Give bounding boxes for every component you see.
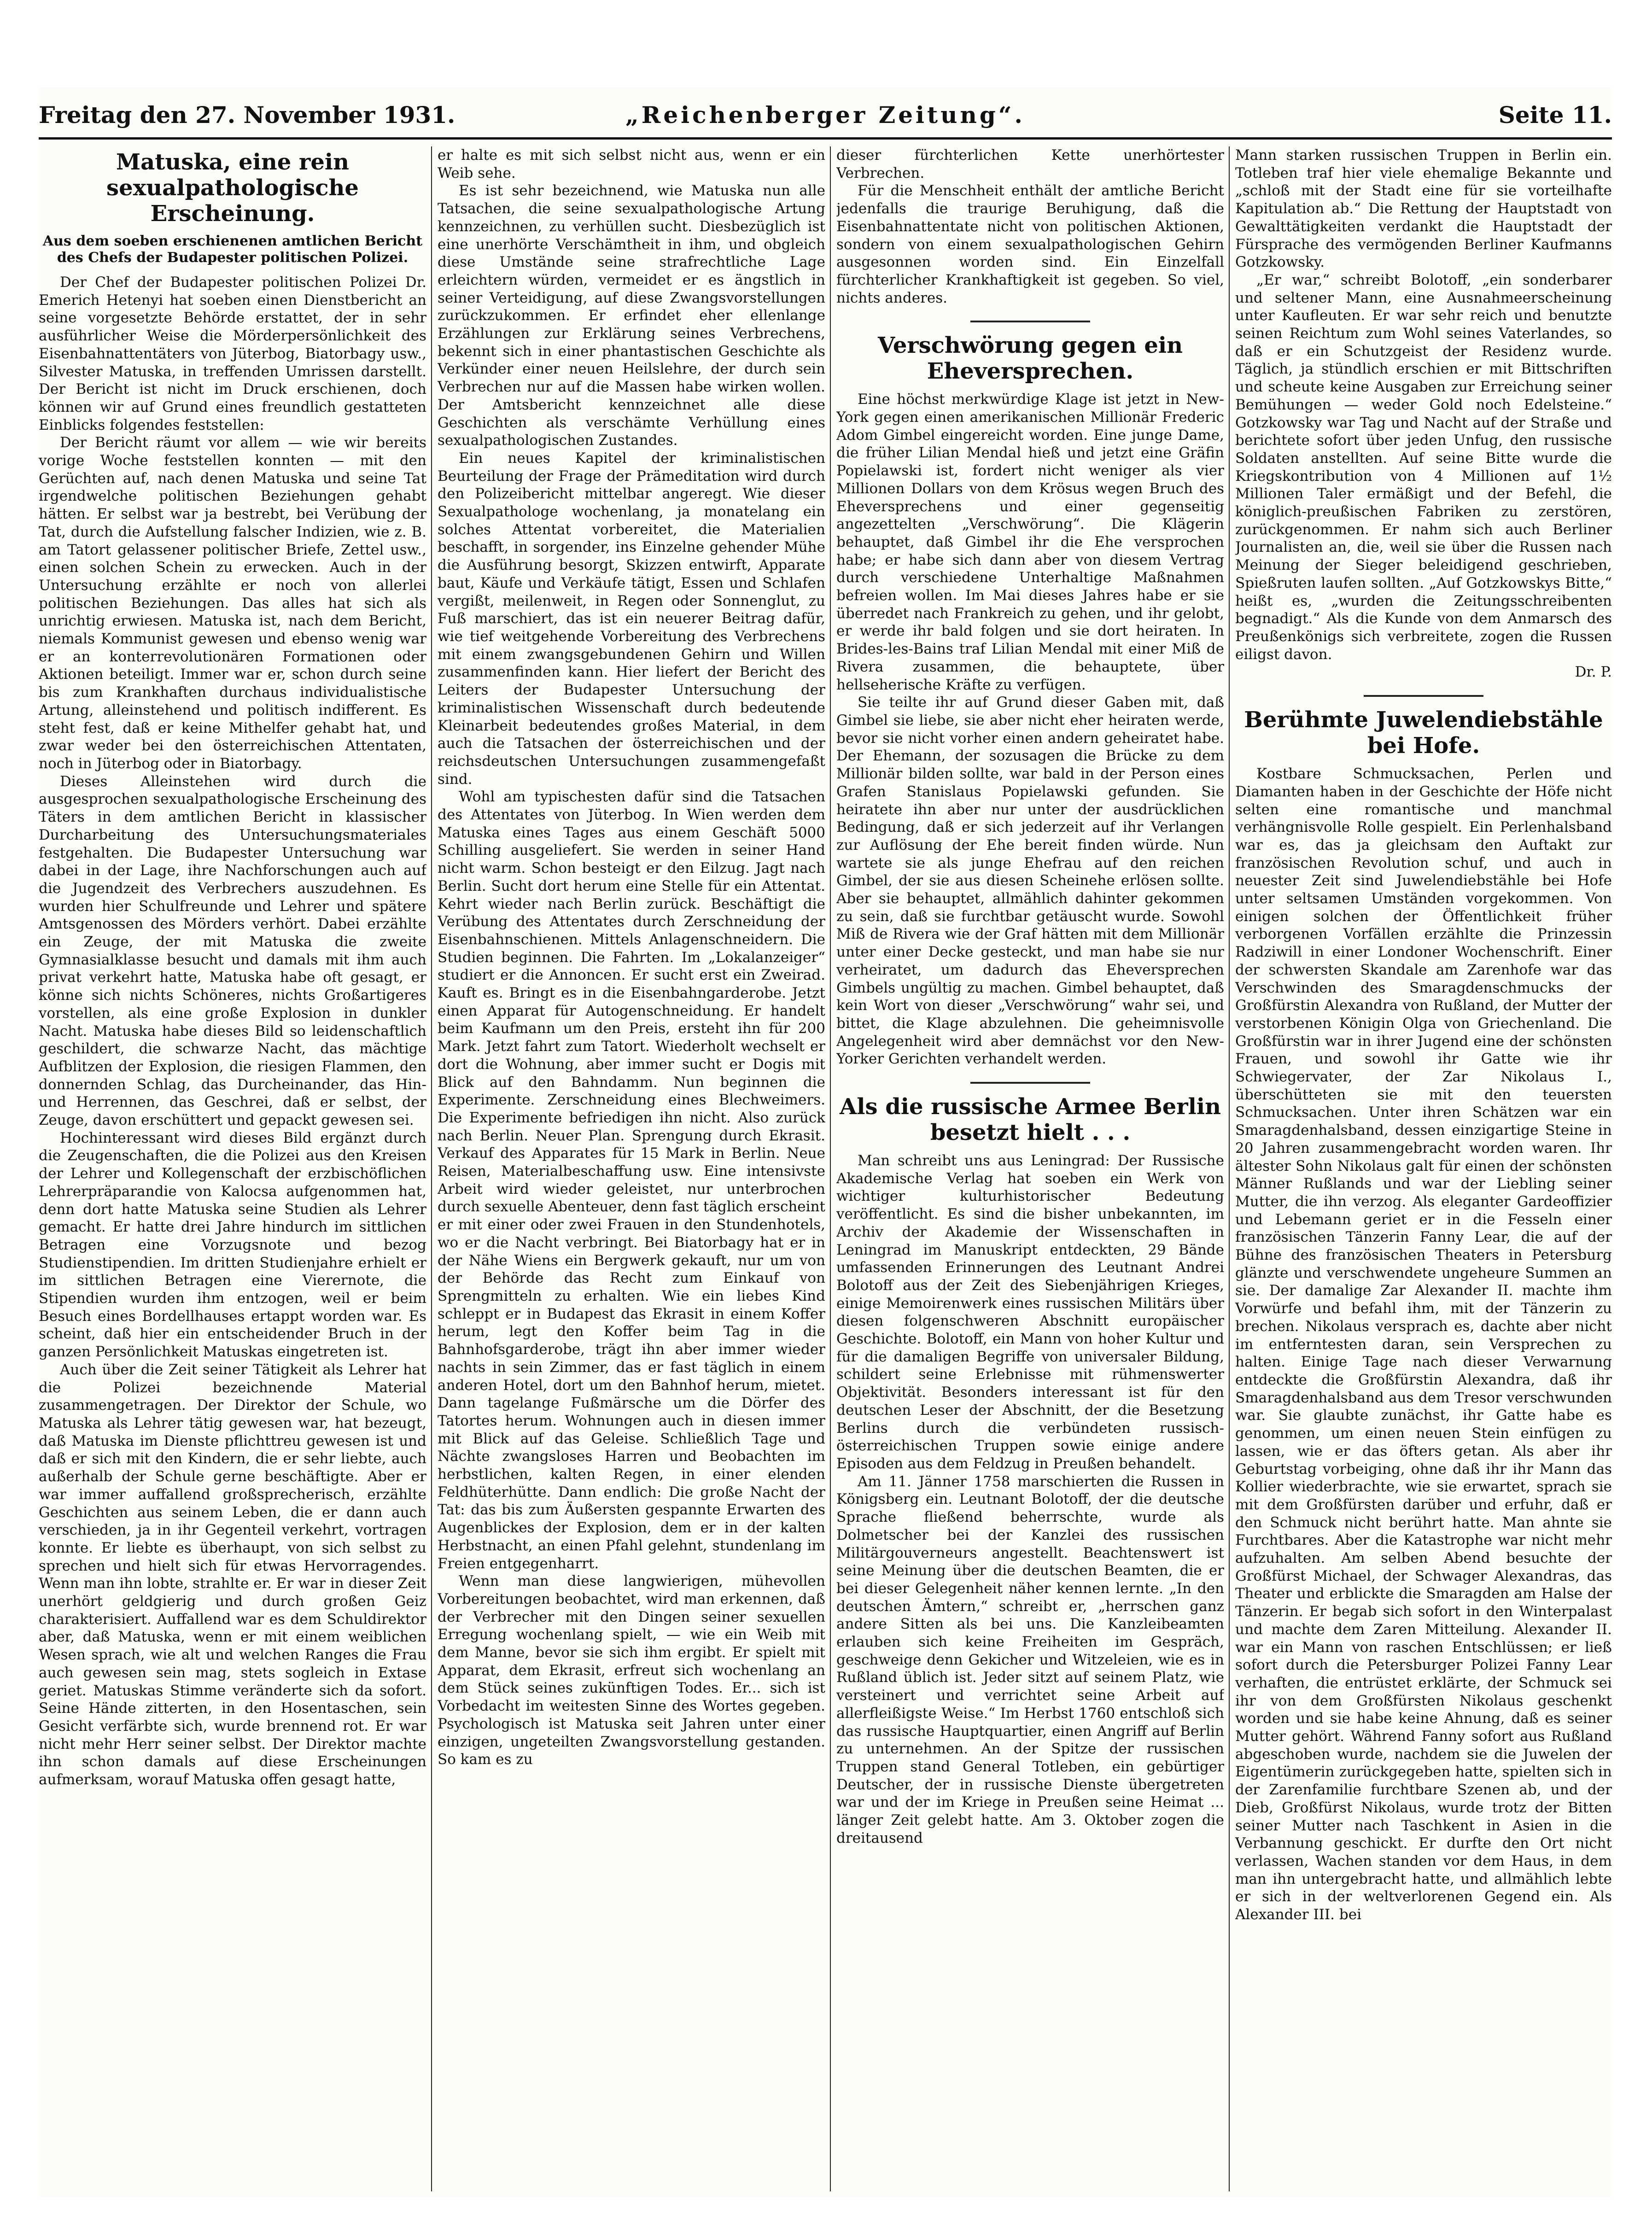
paragraph: Dieses Alleinstehen wird durch die ausgesprochen sexualpathologische Erscheinung des Täters in dem amtlichen Bericht in klassischer Durcharbeitung des Untersuchungsmateriales festgehalten. Die Budapester Untersuchung war dabei in der Lage, ihre Nachforschungen auch auf die Jugendzeit des Verbrechers auszudehnen. Es wurden hier Schulfreunde und Lehrer und spätere Amtsgenossen des Mörders verhört. Dabei erzählte ein Zeuge, der mit Matuska die zweite Gymnasialklasse besucht und damals mit ihm auch privat verkehrt hatte, Matuska habe oft gesagt, er könne sich nichts Schöneres, nichts Großartigeres vorstellen, als eine große Explosion in dunkler Nacht. Matuska habe dieses Bild so leidenschaftlich geschildert, die schwarze Nacht, das mächtige Aufblitzen der Explosion, die riesigen Flammen, den donnernden Schlag, das Durcheinander, das Hin- und Herrennen, das Geschrei, daß er selbst, der Zeuge, davon erschüttert und gepackt gewesen sei. xyxy=(39,773,426,1129)
newspaper-page xyxy=(39,88,1612,2197)
column-3 xyxy=(836,146,1224,2191)
paragraph: „Er war,“ schreibt Bolotoff, „ein sonderbarer und seltener Mann, eine Ausnahmeerscheinung unter Kaufleuten. Er war sehr reich und benutzte seinen Reichtum zum Wohl seines Vaterlandes, so daß er ein Schutzgeist der Residenz wurde. Täglich, ja stündlich erschien er mit Bittschriften und scheute keine Ausgaben zur Erreichung seiner Bemühungen — weder Gold noch Edelsteine.“ Gotzkowsky war Tag und Nacht auf der Straße und berichtete sofort über jeden Unfug, den russische Soldaten anstellten. Auf seine Bitte wurde die Kriegskontribution von 4 Millionen auf 1½ Millionen Taler ermäßigt und der Befehl, die königlich-preußischen Fabriken zu zerstören, zurückgenommen. Er nahm sich auch Berliner Journalisten an, die, weil sie über die Russen nach Meinung der Sieger beleidigend geschrieben, Spießruten laufen sollten. „Auf Gotzkowskys Bitte,“ heißt es, „wurden die Zeitungsschreibenten begnadigt.“ Als die Kunde von dem Anmarsch des Preußenkönigs sich verbreitete, zogen die Russen eiligst davon. xyxy=(1235,271,1612,663)
paragraph: Man schreibt uns aus Leningrad: Der Russische Akademische Verlag hat soeben ein Werk von wichtiger kulturhistorischer Bedeutung veröffentlicht. Es sind die bisher unbekannten, im Archiv der Akademie der Wissenschaften in Leningrad im Manuskript entdeckten, 29 Bände umfassenden Erinnerungen des Leutnant Andrei Bolotoff aus der Zeit des Siebenjährigen Krieges, einige Memoirenwerk eines russischen Militärs über diesen folgenschweren Abschnitt europäischer Geschichte. Bolotoff, ein Mann von hoher Kultur und für die damaligen Begriffe von universaler Bildung, schildert seine Erlebnisse mit rühmenswerter Objektivität. Besonders interessant ist für den deutschen Leser der Abschnitt, der die Besetzung Berlins durch die verbündeten russisch-österreichischen Truppen sowie einige andere Episoden aus dem Feldzug in Preußen behandelt. xyxy=(836,1152,1224,1472)
paragraph: Ein neues Kapitel der kriminalistischen Beurteilung der Frage der Prämeditation wird durch den Polizeibericht mittelbar angeregt. Wie dieser Sexualpathologe wochenlang, ja monatelang ein solches Attentat vorbereitet, die Materialien beschafft, in sorgender, ins Einzelne gehender Mühe die Ausführung besorgt, Skizzen entwirft, Apparate baut, Käufe und Verkäufe tätigt, Essen und Schlafen vergißt, meilenweit, in Regen oder Sonnenglut, zu Fuß marschiert, das ist ein neuerer Beitrag dafür, wie tief weitgehende Vorbereitung des Verbrechens mit einem zwangsgebundenen Gehirn und Willen zusammenfinden kann. Hier liefert der Bericht des Leiters der Budapester Untersuchung der kriminalistischen Wissenschaft durch bedeutende Kleinarbeit bedeutendes großes Material, in dem auch die Tatsachen der österreichischen und der reichsdeutschen Untersuchungen zusammengefaßt sind. xyxy=(438,450,825,788)
page-header xyxy=(39,88,1612,140)
paragraph: Auch über die Zeit seiner Tätigkeit als Lehrer hat die Polizei bezeichnende Material zusammengetragen. Der Direktor der Schule, wo Matuska als Lehrer tätig gewesen war, hat bezeugt, daß Matuska im Dienste pflichttreu gewesen ist und daß er sich mit den Kindern, die er sehr liebte, auch außerhalb der Schule gerne beschäftigte. Aber er war immer auffallend großsprecherisch, erzählte Geschichten aus seinem Leben, die er dann auch verschieden, ja in ihr Gegenteil verkehrt, vortragen konnte. Er liebte es überhaupt, von sich selbst zu sprechen und hielt sich für etwas Hervorragendes. Wenn man ihn lobte, strahlte er. Er war in dieser Zeit unerhört geldgierig und durch großen Geiz charakterisiert. Auffallend war es dem Schuldirektor aber, daß Matuska, wenn er mit einem weiblichen Wesen sprach, wie alt und welchen Ranges die Frau auch gewesen sein mag, stets sogleich in Extase geriet. Matuskas Stimme veränderte sich da sofort. Seine Hände zitterten, in den Hosentaschen, sein Gesicht verfärbte sich, wurde brennend rot. Er war nicht mehr Herr seiner selbst. Der Direktor machte ihn schon damals auf diese Erscheinungen aufmerksam, worauf Matuska offen gesagt hatte, xyxy=(39,1361,426,1788)
article-title-verschwoerung: Verschwörung gegen ein Eheversprechen. xyxy=(878,333,1183,385)
paragraph: Am 11. Jänner 1758 marschierten die Russen in Königsberg ein. Leutnant Bolotoff, der die deutsche Sprache fließend beherrschte, wurde als Dolmetscher bei der Kanzlei des russischen Militärgouverneurs angestellt. Beachtenswert ist seine Meinung über die deutschen Beamten, die er bei dieser Gelegenheit näher kennen lernte. „In den deutschen Ämtern,“ schreibt er, „herrschen ganz andere Sitten als bei uns. Die Kanzleibeamten erlauben sich keine Freiheiten im Gespräch, geschweige denn Gekicher und Witzeleien, wie es in Rußland üblich ist. Jeder sitzt auf seinem Platz, wie versteinert und verrichtet seine Arbeit auf allerfleißigste Weise.“ Im Herbst 1760 entschloß sich das russische Hauptquartier, einen Angriff auf Berlin zu unternehmen. An der Spitze der russischen Truppen stand General Totleben, ein gebürtiger Deutscher, der in russische Dienste übergetreten war und der im Kriege in Preußen seine Heimat ... länger Zeit gelebt hatte. Am 3. Oktober zogen die dreitausend xyxy=(836,1473,1224,1846)
paragraph: Für die Menschheit enthält der amtliche Bericht jedenfalls die traurige Beruhigung, daß die Eisenbahnattentate nicht von politischen Aktionen, sondern von einem sexualpathologischen Gehirn ausgesonnen worden sind. Ein Einzelfall fürchterlicher Krankhaftigkeit ist gegeben. So viel, nichts anderes. xyxy=(836,182,1224,306)
header-page-number: Seite 11. xyxy=(1498,101,1612,128)
article-title-matuska: Matuska, eine rein sexualpathologische Erscheinung. xyxy=(106,149,359,227)
paragraph: dieser fürchterlichen Kette unerhörtester Verbrechen. xyxy=(836,147,1224,181)
column-1 xyxy=(39,146,426,2191)
article-subtitle-matuska: Aus dem soeben erschienenen amtlichen Bericht des Chefs der Budapester politischen Polizei. xyxy=(42,233,423,266)
header-newspaper-title: „Reichenberger Zeitung“. xyxy=(625,101,1025,128)
article-separator xyxy=(1364,695,1483,697)
article-title-russische-armee: Als die russische Armee Berlin besetzt hielt . . . xyxy=(840,1094,1221,1146)
paragraph: Der Bericht räumt vor allem — wie wir bereits vorige Woche feststellen konnten — mit den Gerüchten auf, nach denen Matuska und seine Tat irgendwelche politischen Beziehungen gehabt hätten. Er selbst war ja bestrebt, bei Verübung der Tat, durch die Aufstellung falscher Indizien, wie z. B. am Tatort gelassener politischer Briefe, Zettel usw., einen solchen Schein zu erwecken. Auch in der Untersuchung erzählte er noch von allerlei politischen Beziehungen. Das alles hat sich als unrichtig erwiesen. Matuska ist, nach dem Bericht, niemals Kommunist gewesen und ebenso wenig war er an konterrevolutionären Formationen oder Aktionen beteiligt. Immer war er, schon durch seine bis zum Krankhaften durchaus individualistische Artung, alleinstehend und politisch indifferent. Es steht fest, daß er keine Mithelfer gehabt hat, und zwar weder bei den österreichischen Attentaten, noch in Jüterbog oder in Biatorbagy. xyxy=(39,434,426,772)
article-title-juwelen: Berühmte Juwelendiebstähle bei Hofe. xyxy=(1244,707,1603,759)
column-rule xyxy=(830,146,831,2191)
paragraph: Mann starken russischen Truppen in Berlin ein. Totleben traf hier viele ehemalige Bekannte und „schloß mit der Stadt eine für sie vorteilhafte Kapitulation ab.“ Die Rettung der Hauptstadt von Gewalttätigkeiten verdankt die Hauptstadt der Fürsprache des vermögenden Berliner Kaufmanns Gotzkowsky. xyxy=(1235,147,1612,271)
paragraph: Eine höchst merkwürdige Klage ist jetzt in New-York gegen einen amerikanischen Millionär Frederic Adom Gimbel eingereicht worden. Eine junge Dame, die früher Lilian Mendal hieß und jetzt eine Gräfin Popielawski ist, fordert nicht weniger als vier Millionen Dollars von dem Krösus wegen Bruch des Eheversprechens und einer gegenseitig angezettelten „Verschwörung“. Die Klägerin behauptet, daß Gimbel ihr die Ehe versprochen habe; er habe sich dann aber von diesem Vertrag durch verschiedene Unterhaltige Maßnahmen befreien wollen. Im Mai dieses Jahres habe er sie überredet nach Frankreich zu gehen, und ihr gelobt, er werde ihr bald folgen und sie dort heiraten. In Brides-les-Bains traf Lilian Mendal mit einer Miß de Rivera zusammen, die behauptete, über hellseherische Kräfte zu verfügen. xyxy=(836,391,1224,693)
paragraph: Kostbare Schmucksachen, Perlen und Diamanten haben in der Geschichte der Höfe nicht selten eine romantische und manchmal verhängnisvolle Rolle gespielt. Ein Perlenhalsband war es, das ja gleichsam den Auftakt zur französischen Revolution schuf, und auch in neuester Zeit sind Juwelendiebstähle bei Hofe unter seltsamen Umständen vorgekommen. Von einigen solchen der Öffentlichkeit früher verborgenen Vorfällen erzählte die Prinzessin Radziwill in einer Londoner Wochenschrift. Einer der schwersten Skandale am Zarenhofe war das Verschwinden des Smaragdenschmucks der Großfürstin Alexandra von Rußland, der Mutter der verstorbenen Königin Olga von Griechenland. Die Großfürstin war in ihrer Jugend eine der schönsten Frauen, und sowohl ihr Gatte wie ihr Schwiegervater, der Zar Nikolaus I., überschütteten sie mit den teuersten Schmucksachen. Unter ihren Schätzen war ein Smaragdenhalsband, dessen einzigartige Steine in 20 Jahren zusammengebracht worden waren. Ihr ältester Sohn Nikolaus galt für einen der schönsten Männer Rußlands und war der Liebling seiner Mutter, die ihn verzog. Als eleganter Gardeoffizier und Lebemann geriet er in die Fesseln einer französischen Tänzerin Fanny Lear, die auf der Bühne des französischen Theaters in Petersburg glänzte und verschwendete ungeheure Summen an sie. Der damalige Zar Alexander II. machte ihm Vorwürfe und befahl ihm, mit der Tänzerin zu brechen. Nikolaus versprach es, dachte aber nicht im entferntesten daran, sein Versprechen zu halten. Einige Tage nach dieser Verwarnung entdeckte die Großfürstin Alexandra, daß ihr Smaragdenhalsband aus dem Tresor verschwunden war. Sie glaubte zunächst, ihr Gatte habe es genommen, um einen neuen Stein einfügen zu lassen, wie er das öfters getan. Als aber ihr Geburtstag vorbeiging, ohne daß ihr ihr Mann das Kollier wiederbrachte, wie sie erwartet, sprach sie mit dem Großfürsten darüber und erfuhr, daß er den Schmuck nicht berührt hatte. Man ahnte sie Furchtbares. Aber die Katastrophe war nicht mehr aufzuhalten. Am selben Abend besuchte der Großfürst Michael, der Schwager Alexandras, das Theater und erblickte die Smaragden am Halse der Tänzerin. Er begab sich sofort in den Winterpalast und machte dem Zaren Mitteilung. Alexander II. war ein Mann von raschen Entschlüssen; er ließ sofort durch die Petersburger Polizei Fanny Lear verhaften, die entrüstet erklärte, der Schmuck sei ihr von dem Großfürsten Nikolaus geschenkt worden und sie habe keine Ahnung, daß es seiner Mutter gehört. Während Fanny sofort aus Rußland abgeschoben wurde, nachdem sie die Juwelen der Eigentümerin zurückgegeben hatte, spielten sich in der Zarenfamilie furchtbare Szenen ab, und der Dieb, Großfürst Nikolaus, wurde trotz der Bitten seiner Mutter nach Taschkent in Asien in die Verbannung geschickt. Er durfte den Ort nicht verlassen, Wachen standen vor dem Haus, in dem man ihn untergebracht hatte, und allmählich lebte er sich in der weltverlorenen Gegend ein. Als Alexander III. bei xyxy=(1235,765,1612,1923)
article-separator xyxy=(970,321,1090,322)
column-rule xyxy=(431,146,432,2191)
paragraph: er halte es mit sich selbst nicht aus, wenn er ein Weib sehe. xyxy=(438,147,825,181)
paragraph: Es ist sehr bezeichnend, wie Matuska nun alle Tatsachen, die seine sexualpathologische Artung kennzeichnen, zu verhüllen sucht. Diesbezüglich ist eine unerhörte Verschämtheit in ihm, und obgleich diese Umstände seine strafrechtliche Lage erleichtern würden, vermeidet er es ängstlich in seiner Verteidigung, auf diese Zwangsvorstellungen zurückzukommen. Er erfindet eher ellenlange Erzählungen zur Erklärung seines Verbrechens, bekennt sich in einer phantastischen Geschichte als Verkünder einer neuen Heilslehre, der durch sein Verbrechen nur auf die Massen habe wirken wollen. Der Amtsbericht kennzeichnet alle diese Geschichten als verschämte Verhüllung eines sexualpathologischen Zustandes. xyxy=(438,182,825,449)
column-rule xyxy=(1229,146,1230,2191)
paragraph: Hochinteressant wird dieses Bild ergänzt durch die Zeugenschaften, die die Polizei aus den Kreisen der Lehrer und Kollegenschaft der erzbischöflichen Lehrerpräparandie von Kalocsa aufgenommen hat, denn dort hatte Matuska seine Studien als Lehrer gemacht. Er hatte drei Jahre hindurch im sittlichen Betragen eine Vorzugsnote und bezog Studienstipendien. Im dritten Studienjahre erhielt er im sittlichen Betragen eine Vierernote, die Stipendien wurden ihm entzogen, weil er beim Besuch eines Bordellhauses ertappt worden war. Es scheint, daß hier ein entscheidender Bruch in der ganzen Persönlichkeit Matuskas eingetreten ist. xyxy=(39,1129,426,1361)
paragraph: Wenn man diese langwierigen, mühevollen Vorbereitungen beobachtet, wird man erkennen, daß der Verbrecher mit den Dingen seiner sexuellen Erregung wochenlang spielt, — wie ein Weib mit dem Manne, bevor sie sich ihm ergibt. Er spielt mit Apparat, dem Ekrasit, erfreut sich wochenlang an dem Stück seines zukünftigen Todes. Er... sich ist Vorbedacht im weitesten Sinne des Wortes gegeben. Psychologisch ist Matuska seit Jahren unter einer einzigen, ungeteilten Zwangsvorstellung gestanden. So kam es zu xyxy=(438,1573,825,1768)
article-signature: Dr. P. xyxy=(1575,664,1612,681)
column-2 xyxy=(438,146,825,2191)
header-date: Freitag den 27. November 1931. xyxy=(39,101,455,128)
paragraph: Sie teilte ihr auf Grund dieser Gaben mit, daß Gimbel sie liebe, sie aber nicht eher heiraten werde, bevor sie nicht vorher einen andern geheiratet habe. Der Ehemann, der sozusagen die Brücke zu dem Millionär bilden sollte, war bald in der Person eines Grafen Stanislaus Popielawski gefunden. Sie heiratete ihn aber nur unter der ausdrücklichen Bedingung, daß er sich jederzeit auf ihr Verlangen zur Auflösung der Ehe bereit finden würde. Nun wartete sie als junge Ehefrau auf den reichen Gimbel, der sie aus diesen Scheinehe erlösen sollte. Aber sie behauptet, allmählich dahinter gekommen zu sein, daß sie furchtbar getäuscht wurde. Sowohl Miß de Rivera wie der Graf hätten mit dem Millionär unter einer Decke gesteckt, und man habe sie nur verheiratet, um dadurch das Eheversprechen Gimbels ungültig zu machen. Gimbel behauptet, daß kein Wort von dieser „Verschwörung“ wahr sei, und bittet, die Klage abzulehnen. Die geheimnisvolle Angelegenheit wird aber demnächst vor den New-Yorker Gerichten verhandelt werden. xyxy=(836,694,1224,1068)
paragraph: Wohl am typischesten dafür sind die Tatsachen des Attentates von Jüterbog. In Wien werden dem Matuska eines Tages aus einem Geschäft 5000 Schilling ausgeliefert. Sie werden in seiner Hand nicht warm. Schon besteigt er den Eilzug. Jagt nach Berlin. Sucht dort herum eine Stelle für ein Attentat. Kehrt wieder nach Berlin zurück. Beschäftigt die Verübung des Attentates durch Zerschneidung der Eisenbahnschienen. Mittels Anlagenschneidern. Die Studien beginnen. Die Fahrten. Im „Lokalanzeiger“ studiert er die Annoncen. Er sucht erst ein Zweirad. Kauft es. Bringt es in die Eisenbahngarderobe. Jetzt einen Apparat für Autogenschneidung. Er handelt beim Kaufmann um den Preis, ersteht ihn für 200 Mark. Jetzt fahrt zum Tatort. Wiederholt wechselt er dort die Wohnung, aber immer sucht er Dogis mit Blick auf den Bahndamm. Nun beginnen die Experimente. Zerschneidung eines Blechweimers. Die Experimente befriedigen ihn nicht. Also zurück nach Berlin. Neuer Plan. Sprengung durch Ekrasit. Verkauf des Apparates für 15 Mark in Berlin. Neue Reisen, Materialbeschaffung usw. Eine intensivste Arbeit wird wieder geleistet, nur unterbrochen durch sexuelle Abenteuer, denn fast täglich erscheint er mit einer oder zwei Frauen in den Stundenhotels, wo er die Nacht verbringt. Bei Biatorbagy hat er in der Nähe Wiens ein Bergwerk gekauft, nur um von der Behörde das Recht zum Einkauf von Sprengmitteln zu erhalten. Wie ein liebes Kind schleppt er in Budapest das Ekrasit in einem Koffer herum, legt den Koffer beim Tag in die Bahnhofsgarderobe, trägt ihn aber immer wieder nachts in sein Zimmer, das er fast täglich in einem anderen Hotel, dort um den Bahnhof herum, mietet. Dann tagelange Fußmärsche um die Dörfer des Tatortes herum. Wohnungen auch in diesen immer mit Blick auf das Geleise. Schließlich Tage und Nächte zwangsloses Harren und Beobachten im herbstlichen, kalten Regen, in einer elenden Feldhüterhütte. Dann endlich: Die große Nacht der Tat: das bis zum Äußersten gespannte Erwarten des Augenblickes der Explosion, dem er in der kalten Herbstnacht, an einen Pfahl gelehnt, stundenlang im Freien entgegenharrt. xyxy=(438,788,825,1572)
article-separator xyxy=(970,1082,1090,1084)
column-4 xyxy=(1235,146,1612,2191)
paragraph: Der Chef der Budapester politischen Polizei Dr. Emerich Hetenyi hat soeben einen Dienstbericht an seine vorgesetzte Behörde erstattet, der in sehr ausführlicher Weise die Mörderpersönlichkeit des Eisenbahnattentäters von Jüterbog, Biatorbagy usw., Silvester Matuska, in treffenden Umrissen darstellt. Der Bericht ist nicht im Druck erschienen, doch können wir auf Grund eines freundlich gestatteten Einblicks folgendes feststellen: xyxy=(39,274,426,433)
